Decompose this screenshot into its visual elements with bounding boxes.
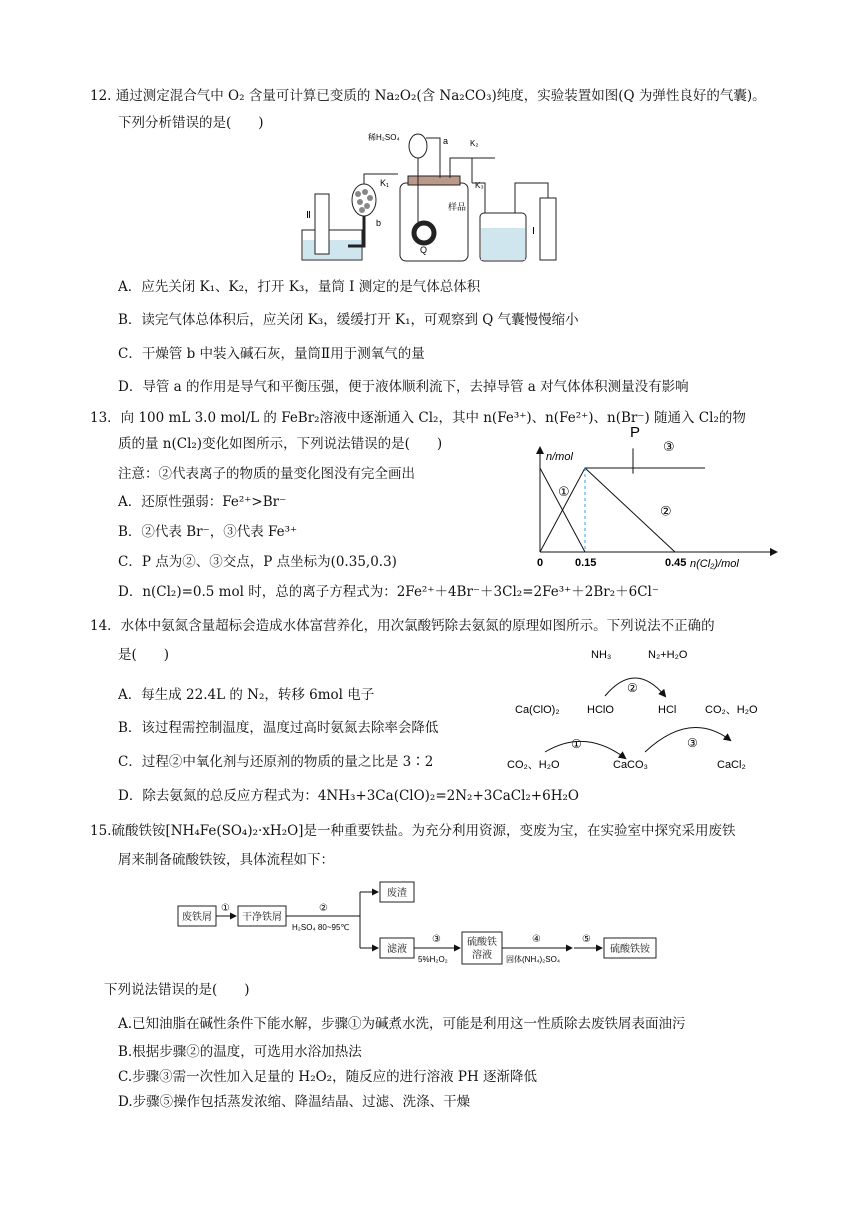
label-b: b — [376, 218, 382, 228]
q15-option-d: D.步骤⑤操作包括蒸发浓缩、降温结晶、过滤、洗涤、干燥 — [118, 1094, 471, 1110]
box-solution-label-1: 硫酸铁 — [467, 937, 497, 948]
cond-4: 固体(NH₄)₂SO₄ — [506, 955, 561, 964]
q13-option-d: D．n(Cl₂)=0.5 mol 时，总的离子方程式为：2Fe²⁺＋4Br⁻＋3Cl₂=2Fe³⁺＋2Br₂＋6Cl⁻ — [118, 584, 659, 600]
ion-amount-chart — [520, 424, 780, 575]
step-2: ② — [319, 903, 328, 914]
apparatus-figure — [300, 128, 570, 263]
label-k3: K₃ — [475, 181, 484, 190]
q15-option-c: C.步骤③需一次性加入足量的 H₂O₂，随反应的进行溶液 PH 逐渐降低 — [118, 1069, 538, 1085]
q12-stem-line2: 下列分析错误的是( ) — [118, 115, 264, 131]
q13-option-b: B．②代表 Br⁻，③代表 Fe³⁺ — [118, 524, 298, 540]
q14-stem-line1: 14．水体中氨氮含量超标会造成水体富营养化，用次氯酸钙除去氨氮的原理如图所示。下列说法不正确的 — [90, 618, 715, 634]
label-caco3: CaCO₃ — [613, 759, 649, 771]
x-axis-label: n(Cl₂)/mol — [690, 558, 739, 570]
x-axis-arrow — [770, 548, 778, 556]
process-flowchart — [170, 880, 670, 970]
label-co2h2o-left: CO₂、H₂O — [507, 759, 560, 771]
label-acid: 稀H₂SO₄ — [368, 133, 400, 142]
cond-3: 5%H₂O₂ — [418, 955, 448, 964]
q13-option-a: A．还原性强弱：Fe²⁺>Br⁻ — [118, 494, 287, 510]
step-1: ① — [221, 903, 230, 914]
q14-stem-line2: 是( ) — [118, 647, 170, 663]
q12-option-a: A．应先关闭 K₁、K₂，打开 K₃，量筒 I 测定的是气体总体积 — [118, 279, 481, 295]
label-sample: 样品 — [448, 202, 467, 212]
q14-option-a: A．每生成 22.4L 的 N₂，转移 6mol 电子 — [118, 687, 375, 703]
y-axis-arrow — [536, 446, 544, 454]
step-3: ③ — [432, 934, 441, 945]
label-nh3: NH₃ — [591, 649, 612, 661]
cond-2: H₂SO₄ 80~95℃ — [292, 923, 350, 932]
jar-stopper — [408, 176, 460, 185]
jar — [400, 183, 468, 261]
separatory-funnel — [409, 134, 427, 158]
step-3-label: ③ — [687, 736, 698, 750]
ammonia-removal-cycle — [505, 640, 780, 775]
box-filtrate-label: 滤液 — [387, 944, 407, 955]
label-hcl: HCl — [658, 704, 677, 716]
box-solution-label-2: 溶液 — [472, 950, 492, 961]
box-residue-label: 废渣 — [387, 888, 407, 899]
bottle-liquid — [481, 228, 525, 260]
label-cacl2: CaCl₂ — [717, 759, 746, 771]
box-waste-iron-label: 废铁屑 — [182, 912, 212, 923]
label-1: Ⅰ — [532, 226, 535, 237]
label-k2: K₂ — [470, 139, 479, 148]
trough-water — [303, 240, 361, 259]
q13-note: 注意：②代表离子的物质的量变化图没有完全画出 — [118, 466, 415, 482]
q13-option-c: C．P 点为②、③交点，P 点坐标为(0.35,0.3) — [118, 554, 397, 570]
step-5: ⑤ — [582, 934, 591, 945]
measuring-cylinder-1 — [540, 198, 556, 260]
q15-stem-line2: 屑来制备硫酸铁铵，具体流程如下： — [118, 852, 334, 868]
label-caclo2: Ca(ClO)₂ — [515, 704, 560, 716]
series-line-2 — [540, 468, 705, 552]
tube-a — [426, 138, 440, 178]
q13-stem-line2: 质的量 n(Cl₂)变化如图所示，下列说法错误的是( ) — [118, 436, 443, 452]
q12-option-d: D．导管 a 的作用是导气和平衡压强，便于液体顺利流下，去掉导管 a 对气体体积测量没有影响 — [118, 379, 689, 395]
label-hclo: HClO — [587, 704, 614, 716]
label-n2h2o: N₂+H₂O — [648, 649, 688, 661]
q12-option-b: B．读完气体总体积后，应关闭 K₃，缓缓打开 K₁，可观察到 Q 气囊慢慢缩小 — [118, 312, 579, 328]
step-4: ④ — [532, 934, 541, 945]
q15-stem-line1: 15.硫酸铁铵[NH₄Fe(SO₄)₂·xH₂O]是一种重要铁盐。为充分利用资源，变废为宝，在实验室中探究采用废铁 — [90, 823, 736, 839]
q15-question: 下列说法错误的是( ) — [104, 982, 250, 998]
y-axis-label: n/mol — [546, 451, 573, 463]
q14-option-c: C．过程②中氧化剂与还原剂的物质的量之比是 3∶2 — [118, 754, 434, 770]
series-label-1: ① — [558, 484, 570, 499]
measuring-cylinder-2 — [315, 194, 329, 254]
series-label-3: ② — [660, 503, 672, 519]
q15-option-b: B.根据步骤②的温度，可选用水浴加热法 — [118, 1044, 362, 1060]
q13-stem-line1: 13．向 100 mL 3.0 mol/L 的 FeBr₂溶液中逐渐通入 Cl₂，其中 n(Fe³⁺)、n(Fe²⁺)、n(Br⁻) 随通入 Cl₂的物 — [90, 410, 746, 426]
label-2: Ⅱ — [306, 210, 311, 221]
label-q: Q — [420, 245, 428, 255]
label-co2h2o-right: CO₂、H₂O — [705, 704, 758, 716]
label-k1: K₁ — [380, 178, 390, 188]
q14-option-d: D．除去氨氮的总反应方程式为：4NH₃+3Ca(ClO)₂=2N₂+3CaCl₂+6H₂O — [118, 788, 579, 804]
x-tick-label: 0 — [537, 557, 544, 569]
q14-option-b: B．该过程需控制温度，温度过高时氨氮去除率会降低 — [118, 720, 439, 736]
label-a: a — [443, 136, 449, 146]
point-p-label: P — [630, 424, 641, 442]
box-clean-iron-label: 干净铁屑 — [242, 912, 282, 923]
x-tick-label: 0.15 — [575, 557, 597, 569]
box-product-label: 硫酸铁铵 — [610, 944, 650, 955]
series-label-2: ③ — [663, 439, 675, 455]
step-1-label: ① — [571, 737, 582, 751]
q12-option-c: C．干燥管 b 中装入碱石灰，量筒Ⅱ用于测氧气的量 — [118, 346, 425, 362]
x-tick-label: 0.45 — [665, 557, 687, 569]
arrow-step-1 — [545, 741, 625, 758]
step-2-label: ② — [627, 681, 638, 695]
q12-stem-line1: 12. 通过测定混合气中 O₂ 含量可计算已变质的 Na₂O₂(含 Na₂CO₃)纯度，实验装置如图(Q 为弹性良好的气囊)。 — [90, 88, 766, 104]
q15-option-a: A.已知油脂在碱性条件下能水解，步骤①为碱煮水洗，可能是利用这一性质除去废铁屑表面油污 — [118, 1016, 686, 1032]
